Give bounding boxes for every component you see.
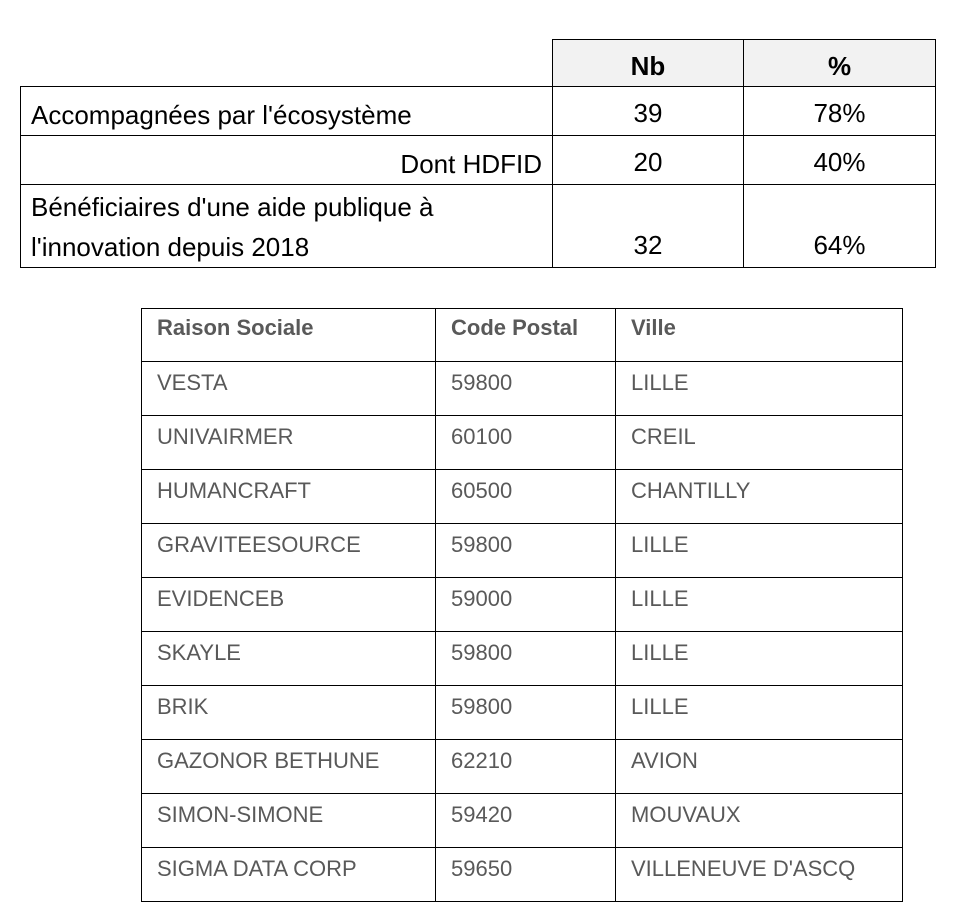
table-row — [142, 416, 903, 470]
table-row — [142, 686, 903, 740]
stats-row-nb: 20 — [553, 136, 744, 185]
cell-ville: LILLE — [616, 578, 903, 632]
cell-ville: LILLE — [616, 686, 903, 740]
table-row — [142, 578, 903, 632]
cell-raison-sociale: GAZONOR BETHUNE — [142, 740, 436, 794]
stats-row — [21, 136, 936, 185]
cell-code-postal: 59420 — [436, 794, 616, 848]
table-row — [142, 632, 903, 686]
stats-row-pct: 64% — [744, 185, 936, 268]
stats-row — [21, 185, 936, 268]
table-row — [142, 848, 903, 902]
stats-row — [21, 87, 936, 136]
cell-ville: CHANTILLY — [616, 470, 903, 524]
cell-raison-sociale: UNIVAIRMER — [142, 416, 436, 470]
cell-ville: MOUVAUX — [616, 794, 903, 848]
stats-header-empty-cell — [21, 40, 553, 87]
header-code-postal: Code Postal — [436, 309, 616, 362]
companies-header-row — [142, 309, 903, 362]
cell-raison-sociale: EVIDENCEB — [142, 578, 436, 632]
cell-raison-sociale: SKAYLE — [142, 632, 436, 686]
cell-code-postal: 59800 — [436, 524, 616, 578]
cell-code-postal: 59800 — [436, 686, 616, 740]
cell-raison-sociale: SIMON-SIMONE — [142, 794, 436, 848]
stats-row-label-line: l'innovation depuis 2018 — [31, 232, 310, 262]
cell-code-postal: 62210 — [436, 740, 616, 794]
stats-row-label: Dont HDFID — [21, 136, 553, 185]
header-raison-sociale: Raison Sociale — [142, 309, 436, 362]
cell-ville: LILLE — [616, 362, 903, 416]
table-row — [142, 362, 903, 416]
stats-row-nb: 32 — [553, 185, 744, 268]
table-row — [142, 740, 903, 794]
stats-header-pct: % — [744, 40, 936, 87]
cell-raison-sociale: GRAVITEESOURCE — [142, 524, 436, 578]
stats-header-row — [21, 40, 936, 87]
stats-row-pct: 40% — [744, 136, 936, 185]
stats-header-nb: Nb — [553, 40, 744, 87]
header-ville: Ville — [616, 309, 903, 362]
cell-code-postal: 59800 — [436, 632, 616, 686]
table-row — [142, 524, 903, 578]
stats-table — [20, 39, 936, 268]
cell-raison-sociale: HUMANCRAFT — [142, 470, 436, 524]
cell-ville: AVION — [616, 740, 903, 794]
cell-ville: CREIL — [616, 416, 903, 470]
cell-code-postal: 59000 — [436, 578, 616, 632]
cell-raison-sociale: VESTA — [142, 362, 436, 416]
cell-code-postal: 59650 — [436, 848, 616, 902]
cell-code-postal: 60500 — [436, 470, 616, 524]
companies-table — [141, 308, 903, 902]
table-row — [142, 794, 903, 848]
cell-ville: VILLENEUVE D'ASCQ — [616, 848, 903, 902]
cell-raison-sociale: BRIK — [142, 686, 436, 740]
cell-code-postal: 59800 — [436, 362, 616, 416]
stats-row-pct: 78% — [744, 87, 936, 136]
table-row — [142, 470, 903, 524]
stats-row-label-line: Bénéficiaires d'une aide publique à — [31, 192, 434, 222]
cell-code-postal: 60100 — [436, 416, 616, 470]
cell-ville: LILLE — [616, 632, 903, 686]
stats-row-nb: 39 — [553, 87, 744, 136]
stats-row-label: Accompagnées par l'écosystème — [21, 87, 553, 136]
cell-ville: LILLE — [616, 524, 903, 578]
cell-raison-sociale: SIGMA DATA CORP — [142, 848, 436, 902]
stats-row-label — [21, 185, 553, 268]
